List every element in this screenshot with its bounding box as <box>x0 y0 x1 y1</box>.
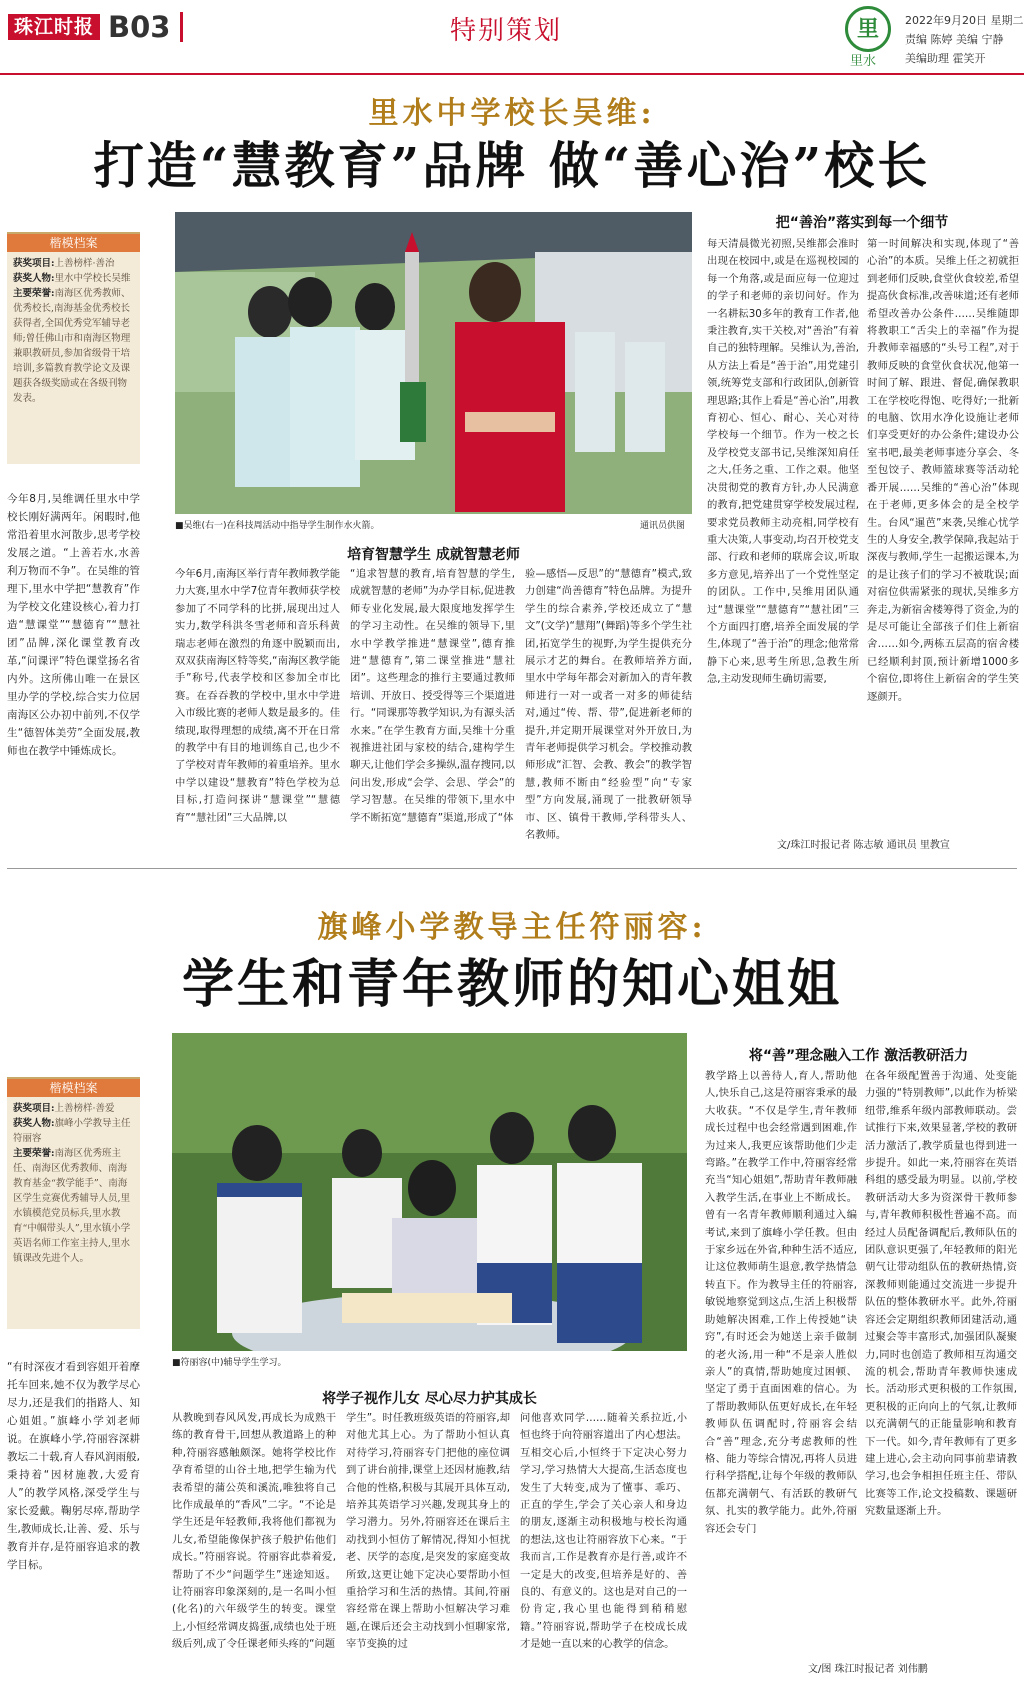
honors-value: 南海区优秀教师、优秀校长,南海基金优秀校长获得者,全国优秀党军辅导老师;曾任佛山市和南海区物理兼职教研员,参加省级骨干培培训,多篇教育教学论文及课题获各级奖励或在各级刊物发表。 <box>13 288 131 404</box>
story2-column-2: 学生”。时任教班级英语的符丽容,却对他尤其上心。为了帮助小恒认真对待学习,符丽容专门把他的座位调到了讲台前排,课堂上还因材施教,结合他的性格,积极与其展开具体互动,培养其英语学习兴趣,发现其身上的学习潜力。另外,符丽容还在课后主动找到小恒仿了解情况,得知小恒扰老、厌学的态度,是突发的家庭变故所致,这更让她下定决心要帮助小恒重拾学习和生活的热情。其间,符丽容经常在课上帮助小恒解决学习难题,在课后还会主动找到小恒聊家常,宰节变换的过 <box>346 1412 510 1651</box>
story1-kicker: 里水中学校长吴维: <box>368 96 656 131</box>
story2-kicker: 旗峰小学教导主任符丽容: <box>317 910 707 945</box>
award-label: 获奖项目: <box>13 258 55 269</box>
editors: 责编 陈婷 美编 宁静 <box>905 33 1004 46</box>
story2-photo <box>172 1033 687 1351</box>
place-name: 里水 <box>850 54 877 69</box>
story1-photo <box>175 212 692 514</box>
issue-date: 2022年9月20日 星期二 <box>905 14 1024 27</box>
section-title: 特别策划 <box>450 16 563 46</box>
story1-headline: 打造“慧教育”品牌 做“善心治”校长 <box>93 136 931 195</box>
newspaper-logo: 珠江时报 <box>8 14 100 40</box>
story1-column-1: 今年6月,南海区举行青年教师教学能力大赛,里水中学7位青年教师获学校参加了不同学科的比拼,展现出过人实力,数学科洪冬雪老师和音乐科黄瑞志老师在激烈的角逐中脱颖而出,双双获南海区特等奖,“南海区教学能手”称号,代表学校和区参加全市比赛。在吞吞教的学校中,里水中学进入市级比赛的老师人数是最多的。佳绩现,取得理想的成绩,离不开在日常的教学中有目的地训练自己,也少不了学校对青年教师的着重培养。里水中学以建设“慧教育”特色学校为总目标,打造问探讲“慧课堂”“慧德育”“慧社团”三大品牌,以 <box>175 568 340 824</box>
story1-column-3: 验—感悟—反思”的“慧德育”模式,致力创建“尚善德育”特色品牌。为提升学生的综合素养,学校还成立了“慧文”(文学)“慧翔”(舞蹈)等多个学生社团,拓宽学生的视野,为学生提供充分展示才艺的舞台。在教师培养方面,里水中学每年都会对新加入的青年教师进行一对一或者一对多的师徒结对,通过“传、帮、带”,促进新老师的提升,并定期开展课堂对外开放日,为青年老师提供学习机会。学校推动教师形成“汇智、会教、教会”的教学智慧,教师不断由“经验型”向“专家型”方向发展,涌现了一批教研领导市、区、镇骨干教师,学科带头人、名教师。 <box>525 568 692 842</box>
person-label: 获奖人物: <box>13 273 55 284</box>
person-value: 里水中学校长吴维 <box>54 273 131 284</box>
profile-tag: 楷模档案 <box>7 1079 140 1097</box>
story2-headline: 学生和青年教师的知心姐姐 <box>181 954 842 1015</box>
story2-subhead-2: 将“善”理念融入工作 激活教研活力 <box>748 1048 969 1064</box>
story2-photo-caption: ■符丽容(中)辅导学生学习。 <box>172 1358 287 1368</box>
story2-byline: 文/图 珠江时报记者 刘伟鹏 <box>808 1664 928 1675</box>
story1-photo-credit: 通讯员供图 <box>640 521 686 531</box>
person-label: 获奖人物: <box>13 1118 55 1129</box>
story1-subhead-1: 培育智慧学生 成就智慧老师 <box>347 547 520 563</box>
award-label: 获奖项目: <box>13 1103 55 1114</box>
story2-profile-box <box>7 1077 140 1329</box>
story1-column-5: 第一时间解决和实现,体现了“善心治”的本质。吴维上任之初就拒到老师们反映,食堂伙食较差,希望提高伙食标准,改善味道;还有老师希望改善办公条件……吴维随即将教职工“舌尖上的幸福”作为提升教师幸福感的“头号工程”,对于教师反映的食堂伙食状况,他第一时间了解、跟进、督促,确保教职工在学校吃得饱、吃得好;一批新的电脑、饮用水净化设施让老师们享受更好的办公条件;建设办公室书吧,最美老师事迹分享会、冬至包饺子、教师篮球赛等活动轮番开展……吴维的“善心治”体现在于老师,更多体会的是全校学生。台风“暹芭”来袭,吴维心忧学生的人身安全,教学保障,我起站于深夜与教师,学生一起搬运课本,为的是让孩子们的学习不被耽误;面对宿位供需紧张的现状,吴维多方奔走,为新宿舍楼筹得了资金,为的是尽可能让全部孩子们住上新宿舍……如今,两栋五层高的宿舍楼已经顺利封顶,预计新增1000多个宿位,即将住上新宿舍的学生笑逐颜开。 <box>867 238 1019 703</box>
masthead-rule <box>0 73 1024 75</box>
tutoring-photo <box>172 1033 687 1351</box>
story1-profile-box <box>7 232 140 464</box>
story1-column-4: 每天清晨微光初照,吴维都会准时出现在校园中,或是在巡视校园的每一个角落,或是面应每一位迎过的学子和老师的亲切问好。作为一名耕耘30多年的教育工作者,他秉注教育,实干关校,对“善治”有着自己的独特理解。吴维认为,善治,从方法上看是“善于治”,用党建引领,统筹党支部和行政团队,创新管理思路;其作上看是“善心治”,用教育初心、恒心、耐心、关心对待学校每一个细节。作为一校之长及学校党支部书记,吴维深知肩任之大,任务之重、工作之艰。他坚决贯彻党的教育方针,办人民满意的教育,把党建贯穿学校发展过程,要求党员教师主动亮相,同学校有重大决策,人事变动,均召开校党支部、行政和老师的联席会议,听取多方意见,培养出了一个党性坚定的团队。工作中,吴维用团队通过“慧课堂”“慧德育”“慧社团”三个方面四打磨,培养全面发展的学生,体现了“善于治”的理念;他常常静下心来,思考生所思,急教生所急,主动发现师生确切需要, <box>707 238 859 686</box>
award-value: 上善榜样·善治 <box>54 258 115 269</box>
person-value: 旗峰小学教导主任符丽容 <box>13 1118 131 1144</box>
story2-column-4: 教学路上以善待人,育人,帮助他人,快乐自己,这是符丽容秉承的最大收获。“不仅是学生,青年教师成长过程中也会经常遇到困难,作为过来人,我更应该帮助他们少走弯路。”在教学工作中,符丽容经常充当“知心姐姐”,帮助青年教师融入教学生活,在事业上不断成长。曾有一名青年教师顺利通过入编考试,来到了旗峰小学任教。但由于家乡远在外省,种种生活不适应,让这位教师萌生退意,教学热情急转直下。作为教导主任的符丽容,敏锐地察觉到这点,生活上积极帮助她解决困难,工作上传授她“诀窍”,有时还会为她送上亲手做制的老火汤,用一种“不是亲人胜似亲人”的真情,帮助她度过困顿、坚定了勇于直面困难的信心。为了帮助教师队伍更好成长,在年轻教师队伍调配时,符丽容会结合“善”理念,充分考虑教师的性格、能力等综合情况,再将人员进行科学搭配,让每个年级的教师队伍都充满朝气、有活跃的教研气氛、扎实的教学能力。此外,符丽容还会专门 <box>705 1070 857 1535</box>
story-divider <box>7 868 1017 869</box>
story1-photo-caption: ■吴维(右一)在科技周活动中指导学生制作水火箭。 <box>175 521 380 531</box>
honors-label: 主要荣誉: <box>13 1148 55 1159</box>
story1-lead: 今年8月,吴维调任里水中学校长刚好满两年。闲暇时,他常沿着里水河散步,思考学校发展之道。“上善若水,水善利万物而不争”。在吴维的管理下,里水中学把“慧教育”作为学校文化建设核心,着力打造“慧课堂”“慧德育”“慧社团”品牌,深化课堂教育改革,“问课评”特色课堂扬名省内外。这所佛山唯一在景区里办学的学校,综合实力位居南海区公办初中前列,不仅学生“德智体美劳”全面发展,教师也在教学中锤炼成长。 <box>7 493 140 757</box>
story1-byline: 文/珠江时报记者 陈志敏 通讯员 里教宣 <box>777 840 950 851</box>
students-rocket-photo <box>175 212 692 514</box>
page-number: B03 <box>108 10 171 44</box>
story1-column-2: “追求智慧的教育,培育智慧的学生,成就智慧的老师”为办学目标,促进教师专业化发展,最大限度地发挥学生的学习主动性。在吴维的领导下,里水中学教学推进“慧课堂”,德育推进“慧德育”,第二课堂推进“慧社团”。这些理念的推行主要通过教师培训、开放日、授受得等三个渠道进行。“同课那等教学知识,为有源头活水来。”在学生教育方面,吴维十分重视推进社团与家校的结合,建构学生聊天,让他们学会多操纵,温存搜同,以问出发,形成“会学、会思、学会”的学习智慧。在吴维的带领下,里水中学不断拓宽“慧德育”渠道,形成了“体 <box>350 568 515 824</box>
story2-column-5: 在各年级配置善于沟通、处变能力强的“特别教师”,以此作为桥梁纽带,维系年级内部教师联动。尝试推行下来,效果显著,学校的教研活力激活了,教学质量也得到进一步提升。如此一来,符丽容在英语科组的感受最为明显。以前,学校教研活动大多为资深骨干教师参与,青年教师积极性普遍不高。而经过人员配备调配后,教师队伍的团队意识更强了,年轻教师的阳光朝气让带动组队伍的教研热情,资深教师则能通过交流进一步提升队伍的整体教研水平。此外,符丽容还会定期组织教师团建活动,通过聚会等丰富形式,加强团队凝聚力,同时也创造了教师相互沟通交流的机会,帮助青年教师快速成长。活动形式更积极的工作氛围,更积极的正向向上的气氛,让教师以充满朝气的正能量影响和教育下一代。如今,青年教师有了更多建上进心,会主动向同事前辈请教学习,也会争相担任班主任、带队比赛等工作,论文投稿数、课题研究数量逐渐上升。 <box>865 1070 1017 1518</box>
story1-subhead-2: 把“善治”落实到每一个细节 <box>775 215 949 231</box>
profile-tag: 楷模档案 <box>7 234 140 252</box>
lishui-emblem-icon: 里 <box>845 6 891 52</box>
story2-column-3: 问他喜欢同学……随着关系拉近,小恒也终于向符丽容道出了内心想法。互相交心后,小恒终于下定决心努力学习,学习热情大大提高,生活态度也发生了大转变,成为了懂事、乖巧、正直的学生,学会了关心亲人和身边的朋友,逐渐主动积极地与校长沟通的想法,这也让符丽容放下心来。“于我而言,工作是教育亦是行善,或许不一定是大的改变,但培养是好的、善良的、有意义的。这也是对自己的一份肯定,我心里也能得到稍稍慰籍。”符丽容说,帮助学子在校成长成才是她一直以来的心教学的信念。 <box>520 1412 687 1651</box>
story2-lead: “有时深夜才看到容姐开着摩托车回来,她不仅为教学尽心尽力,还是我们的指路人、知心姐姐。”旗峰小学刘老师说。在旗峰小学,符丽容深耕教坛二十载,育人春风润雨般,秉持着“因材施教,大爱育人”的教学风格,深受学生与家长爱戴。鞠躬尽瘁,帮助学生,教师成长,让善、爱、乐与教育并存,是符丽容追求的教学目标。 <box>7 1361 140 1571</box>
story2-subhead-1: 将学子视作儿女 尽心尽力护其成长 <box>322 1391 537 1407</box>
honors-value: 南海区优秀班主任、南海区优秀教师、南海教育基金“教学能手”、南海区学生竞赛优秀辅导人员,里水镇模范党员标兵,里水教育“中帼带头人”,里水镇小学英语名师工作室主持人,里水镇课改先进个人。 <box>13 1148 131 1264</box>
honors-label: 主要荣誉: <box>13 288 55 299</box>
award-value: 上善榜样·善爱 <box>54 1103 115 1114</box>
assistant-editor: 美编助理 霍笑开 <box>905 52 986 65</box>
story2-column-1: 从教晚到春风风发,再成长为成熟干练的教育骨干,回想从教道路上的种种,符丽容感触颇深。她将学校比作孕育希望的山谷土地,把学生输为代表希望的蒲公英和溪流,唯独将自己比作成最单的“香风”二字。“不论是学生还是年轻教师,我将他们都视为儿女,希望能像保护孩子般护佑他们成长。”符丽容说。符丽容此恭着爱,帮助了不少“问题学生”迷途知返。让符丽容印象深刻的,是一名叫小恒(化名)的六年级学生的转变。课堂上,小恒经常调皮捣蛋,成绩也处于班级后列,成了令任课老师头疼的“问题 <box>172 1412 336 1651</box>
masthead-divider <box>180 12 183 42</box>
